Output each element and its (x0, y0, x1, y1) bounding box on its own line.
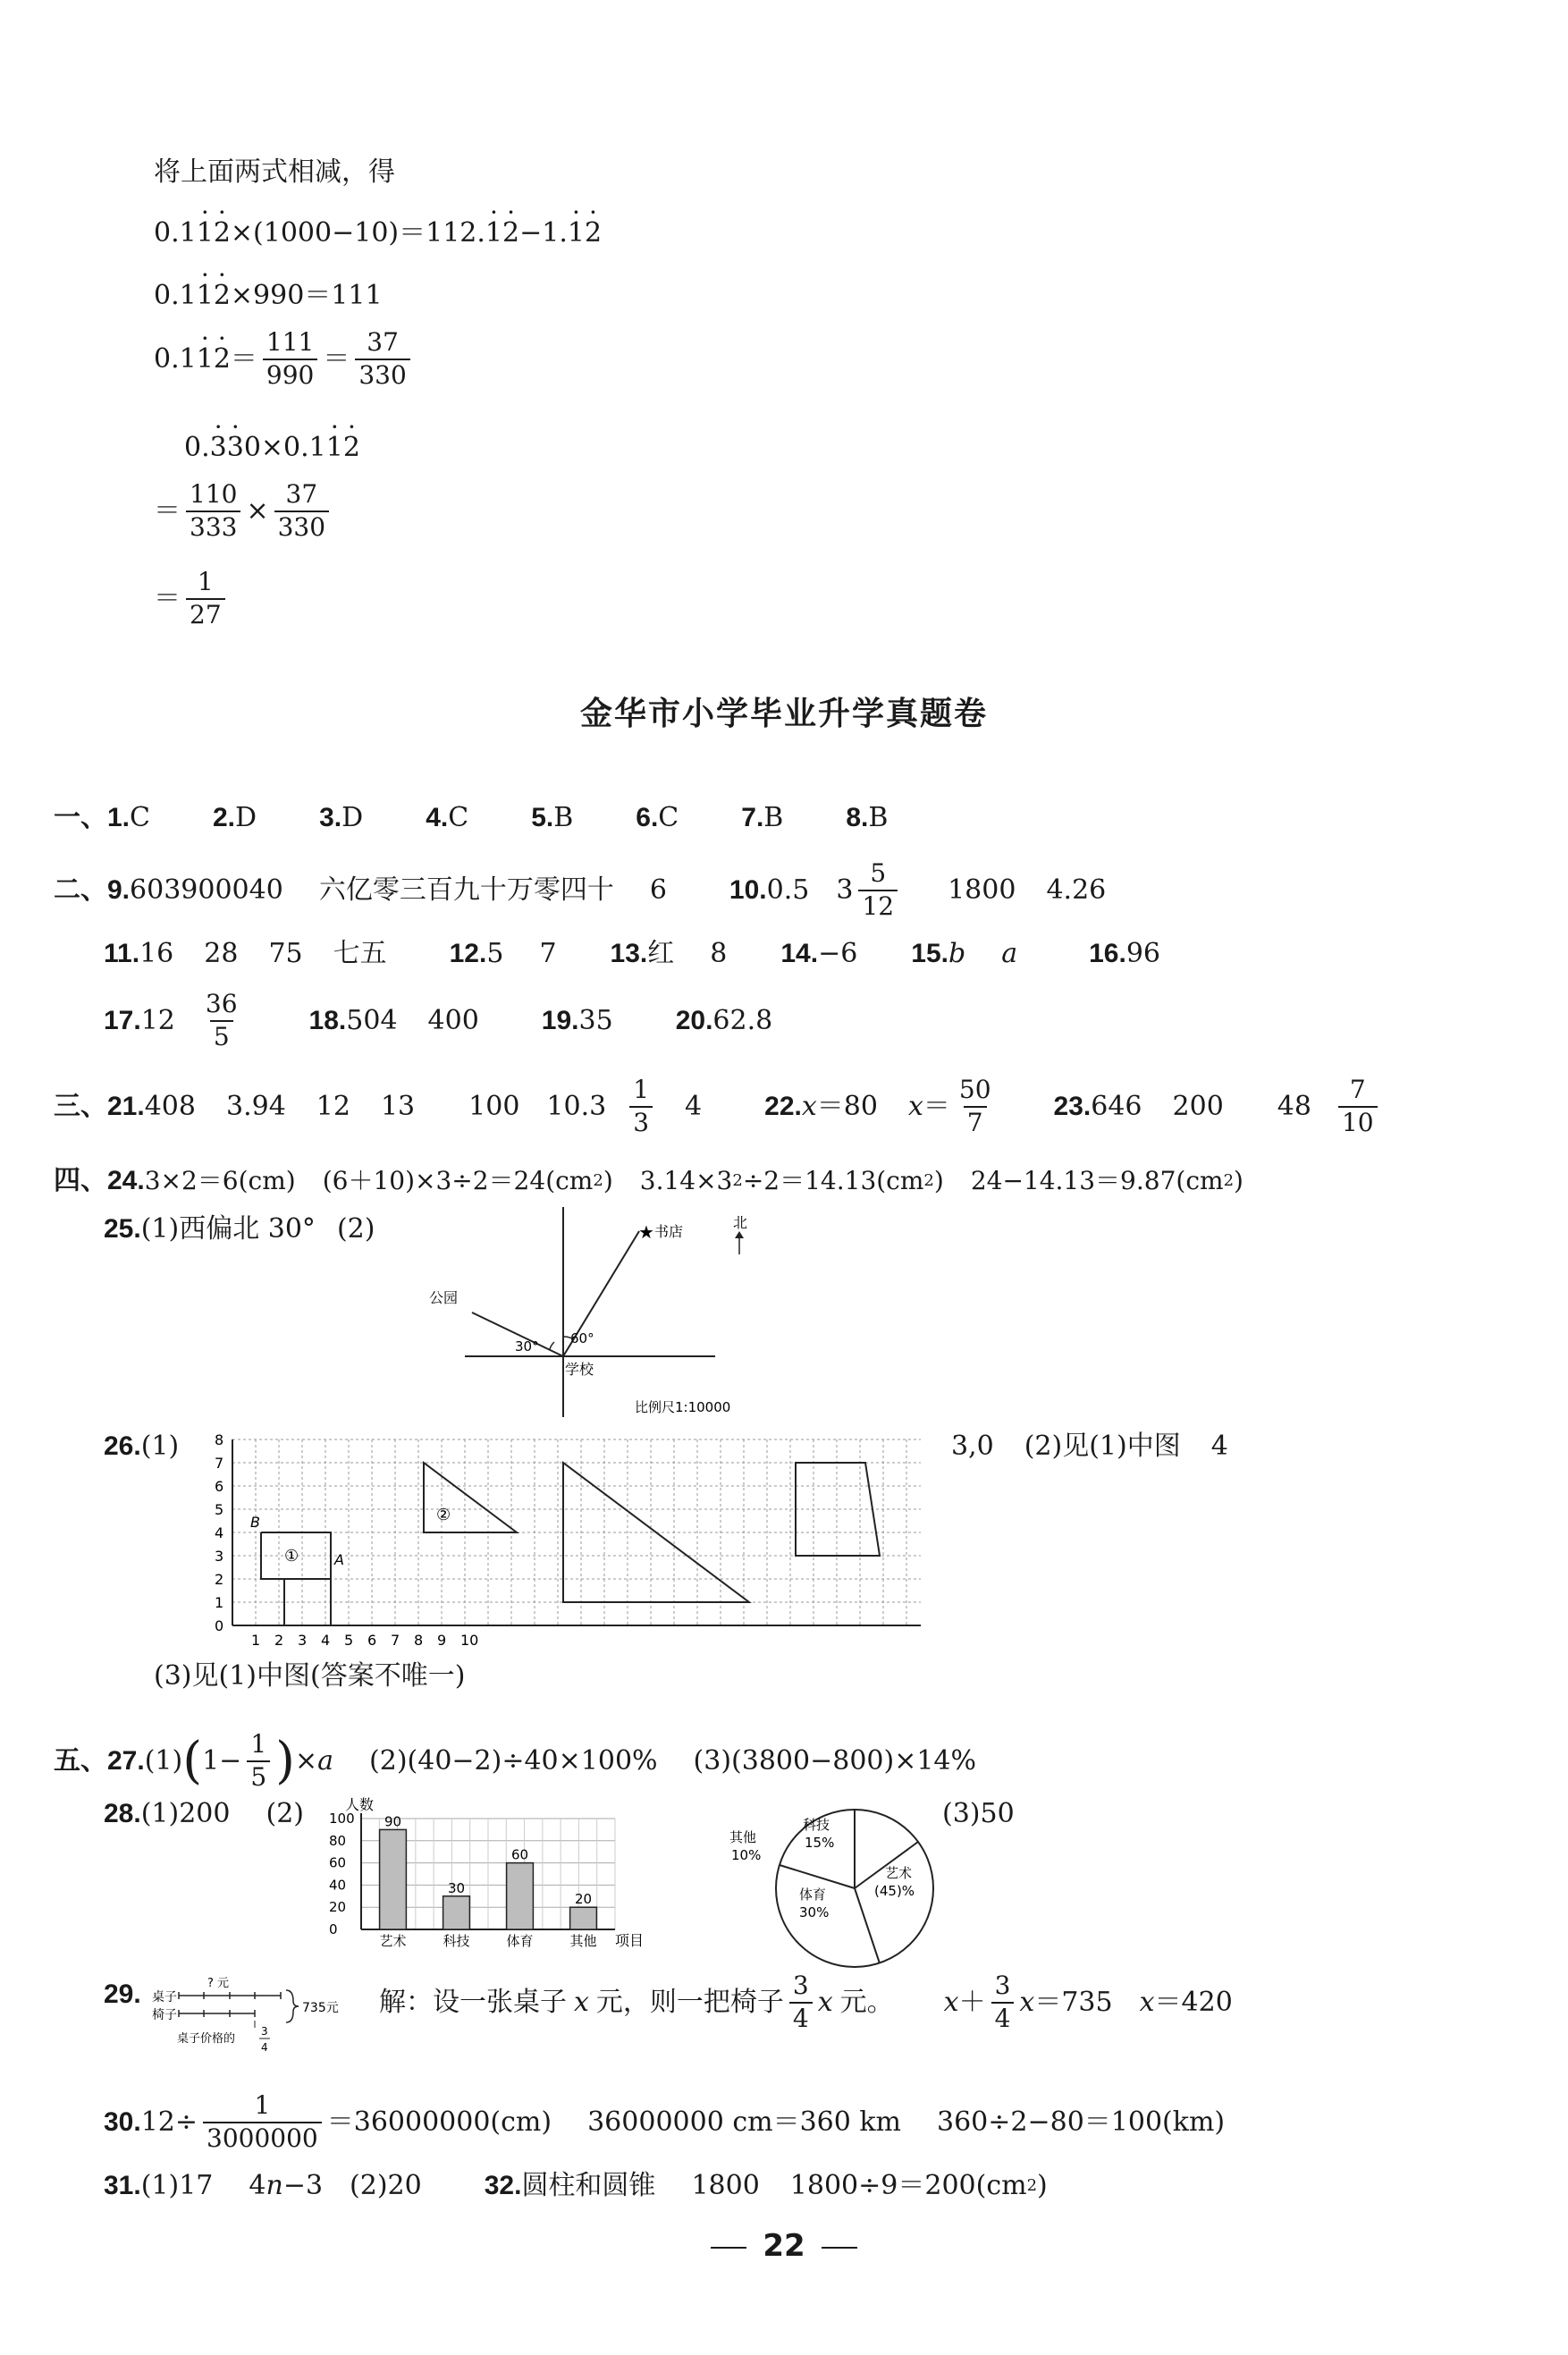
grid-y-tick-label: 2 (215, 1571, 224, 1588)
section-3: 三、 21. 408 3.94 12 13 100 10.3 $\frac{1}{3}$ 4 22. x ＝80 x ＝ $\frac{50}{7}$ 23. 646 200 48 $\frac{7}{10}$ (54, 1076, 1383, 1137)
section-5-q27: 五、 27. (1) ( 1− $\frac{1}{5}$ ) × a (2)(40−2)÷40×100% (3)(3800−800)×14% (54, 1729, 977, 1792)
bar-value-label: 20 (574, 1891, 593, 1908)
pie-slice-label: 科技 (803, 1817, 830, 1833)
svg-text:4: 4 (261, 2041, 268, 2054)
grid-y-tick-label: 7 (215, 1455, 224, 1472)
park-label: 公园 (429, 1289, 459, 1306)
bar (380, 1829, 407, 1929)
section-2-line-2: 11. 16 28 75 七五 12. 5 7 13. 红 8 14. −6 15. b a 16. 96 (104, 938, 1161, 969)
fraction: $\frac{37}{330}$ (355, 329, 409, 390)
grid-x-tick-label: 9 (437, 1632, 447, 1645)
grid-x-ticks (251, 1632, 478, 1645)
grid-y-tick-label: 5 (215, 1501, 224, 1518)
fraction: $\frac{36}{5}$ (205, 989, 238, 1051)
svg-text:3: 3 (261, 2025, 268, 2038)
grid-x-tick-label: 10 (460, 1632, 479, 1645)
segment-diagram (152, 1974, 358, 2072)
dash-right (822, 2247, 857, 2249)
point-a-label: A (334, 1551, 344, 1568)
pie-slice-percent: 30% (799, 1904, 830, 1920)
text-line: 将上面两式相减，得 (154, 156, 395, 188)
section-2-line-1: 二、 9. 603900040 六亿零三百九十万零四十 6 10. 0.5 3 $\frac{5}{12}$ 1800 4.26 (54, 858, 1107, 921)
dash-left (711, 2247, 746, 2249)
pie-slice-percent: 10% (731, 1847, 762, 1863)
grid-x-tick-label: 7 (391, 1632, 400, 1645)
bar-y-tick-label: 100 (329, 1811, 355, 1827)
fraction: $\frac{3}{4}$ (991, 1972, 1015, 2033)
bar-chart-y-ticks (329, 1811, 355, 1937)
fraction: $\frac{37}{330}$ (274, 481, 329, 542)
bar-chart-ylabel: 人数 (345, 1796, 375, 1813)
angle-60-label: 60° (570, 1330, 594, 1346)
bar-value-label: 90 (384, 1813, 402, 1830)
section-4-q24: 四、 24. 3×2＝6(cm) (6＋10)×3÷2＝24(cm 2 ) 3.14×3 2 ÷2＝14.13(cm 2 ) 24−14.13＝9.87(cm 2 ) (54, 1165, 1243, 1196)
school-label: 学校 (565, 1361, 594, 1378)
left-paren: ( (182, 1731, 203, 1790)
shape-2-label: ② (436, 1506, 451, 1524)
page-number-text: 22 (763, 2228, 805, 2264)
bar-y-tick-label: 40 (329, 1877, 347, 1894)
bar-y-tick-label: 80 (329, 1832, 347, 1849)
bar-category-label: 其他 (569, 1933, 597, 1949)
grid-lines (232, 1439, 921, 1625)
bar-value-label: 30 (447, 1879, 466, 1896)
fraction: $\frac{1}{3000000}$ (203, 2092, 322, 2153)
section-5-q28: 28. (1)200 (2) (104, 1798, 304, 1829)
bar (570, 1907, 597, 1929)
grid-x-tick-label: 6 (367, 1632, 377, 1645)
pie-slice-percent: 15% (805, 1835, 835, 1851)
map-diagram (420, 1203, 796, 1426)
bar-chart (315, 1794, 672, 1954)
section-4-q26-answer: 3,0 (2)见(1)中图 4 (951, 1431, 1228, 1462)
grid-diagram (197, 1431, 921, 1645)
north-arrow-head-icon (735, 1231, 744, 1238)
point-b-label: B (250, 1514, 260, 1531)
bar (507, 1863, 534, 1929)
total-label: 735元 (302, 2001, 339, 2015)
equation-line: ＝ $\frac{110}{333}$ × $\frac{37}{330}$ (154, 481, 334, 542)
grid-x-tick-label: 1 (251, 1632, 261, 1645)
desk-label: 桌子 (152, 1990, 177, 2005)
section-5-q29: 29. (104, 1979, 141, 2009)
unknown-price-label: ? 元 (207, 1977, 230, 1990)
equation-line: ＝ $\frac{1}{27}$ (154, 569, 231, 629)
section-4-q25: 25. (1)西偏北 30° (2) (104, 1213, 375, 1245)
bookstore-label: 书店 (654, 1223, 684, 1240)
grid-x-tick-label: 4 (321, 1632, 331, 1645)
fraction: $\frac{5}{12}$ (858, 860, 898, 921)
section-1: 一、 1. C 2. D 3. D 4. C 5. B 6. C 7. B 8. B (54, 802, 889, 833)
fraction: $\frac{1}{27}$ (186, 569, 225, 629)
angle-30-label: 30° (515, 1338, 539, 1355)
scale-label: 比例尺1:10000 (635, 1399, 731, 1415)
north-label: 北 (733, 1214, 748, 1231)
grid-y-tick-label: 8 (215, 1431, 224, 1448)
pie-slice-label: 其他 (729, 1829, 757, 1845)
right-paren: ) (275, 1731, 295, 1790)
bar-chart-xlabel: 项目 (615, 1932, 645, 1949)
pie-slice-percent: (45)% (874, 1883, 915, 1899)
equation-line: 0.1 · 1 · 2 ×990＝111 (154, 283, 383, 309)
pie-slice-label: 体育 (799, 1887, 827, 1903)
grid-y-tick-label: 4 (215, 1524, 224, 1541)
grid-x-tick-label: 8 (414, 1632, 424, 1645)
section-5-q28-3: (3)50 (942, 1798, 1015, 1829)
bar-y-tick-label: 60 (329, 1854, 347, 1871)
fraction: $\frac{1}{3}$ (629, 1076, 653, 1137)
fraction: $\frac{50}{7}$ (958, 1075, 991, 1137)
section-2-line-3: 17. 12 $\frac{36}{5}$ 18. 504 400 19. 35 20. 62.8 (104, 989, 773, 1051)
shape-1-label: ① (284, 1547, 299, 1566)
bar (443, 1896, 470, 1929)
equation-line: 0. · 3 · 3 0×0.1 · 1 · 2 (184, 435, 360, 461)
grid-y-tick-label: 1 (215, 1594, 224, 1611)
bar-y-tick-label: 20 (329, 1899, 347, 1916)
grid-x-tick-label: 3 (298, 1632, 308, 1645)
grid-y-tick-label: 3 (215, 1548, 224, 1565)
bar-category-label: 艺术 (379, 1933, 407, 1949)
brace-icon (286, 1990, 299, 2022)
grid-y-ticks (215, 1431, 223, 1634)
grid-x-tick-label: 5 (344, 1632, 354, 1645)
note-label: 桌子价格的 (177, 2032, 236, 2046)
bar-category-label: 体育 (506, 1933, 534, 1949)
pie-divider (855, 1888, 880, 1963)
bar-value-label: 60 (510, 1846, 529, 1863)
pie-divider (780, 1865, 855, 1888)
section-4-q26-3: (3)见(1)中图(答案不唯一) (154, 1660, 466, 1692)
bar-category-label: 科技 (443, 1933, 470, 1949)
page-number (0, 2228, 1568, 2264)
fraction: $\frac{7}{10}$ (1338, 1076, 1378, 1137)
bar-y-tick-label: 0 (329, 1921, 338, 1937)
fraction: $\frac{1}{5}$ (247, 1731, 270, 1792)
fraction: $\frac{111}{990}$ (263, 329, 317, 390)
section-4-q26: 26. (1) (104, 1431, 180, 1462)
equation-line: 0.1 · 1 · 2 ×(1000−10)＝112. · 1 · 2 −1. · 1 · 2 (154, 220, 602, 247)
grid-y-tick-label: 6 (215, 1478, 224, 1495)
exam-title: 金华市小学毕业升学真题卷 (579, 696, 988, 732)
fraction: $\frac{3}{4}$ (789, 1972, 813, 2033)
section-5-q29-solution: 解：设一张桌子 x 元，则一把椅子 $\frac{3}{4}$ x 元。 x ＋ $\frac{3}{4}$ x ＝735 x ＝420 (379, 1971, 1233, 2033)
chair-label: 椅子 (152, 2008, 177, 2022)
section-5-q30: 30. 12÷ $\frac{1}{3000000}$ ＝36000000(cm) 36000000 cm＝360 km 360÷2−80＝100(km) (104, 2090, 1226, 2153)
equation-line: 0.1 · 1 · 2 ＝ $\frac{111}{990}$ ＝ $\frac{37}{330}$ (154, 329, 416, 390)
pie-chart (721, 1802, 971, 1972)
angle-arc (550, 1342, 554, 1349)
section-5-q31-q32: 31. (1)17 4 n −3 (2)20 32. 圆柱和圆锥 1800 1800÷9＝200(cm 2 ) (104, 2170, 1048, 2201)
grid-x-tick-label: 2 (274, 1632, 284, 1645)
fraction: $\frac{110}{333}$ (186, 481, 240, 542)
star-icon: ★ (638, 1221, 654, 1243)
pie-slice-label: 艺术 (885, 1865, 913, 1881)
grid-y-tick-label: 0 (215, 1617, 224, 1634)
